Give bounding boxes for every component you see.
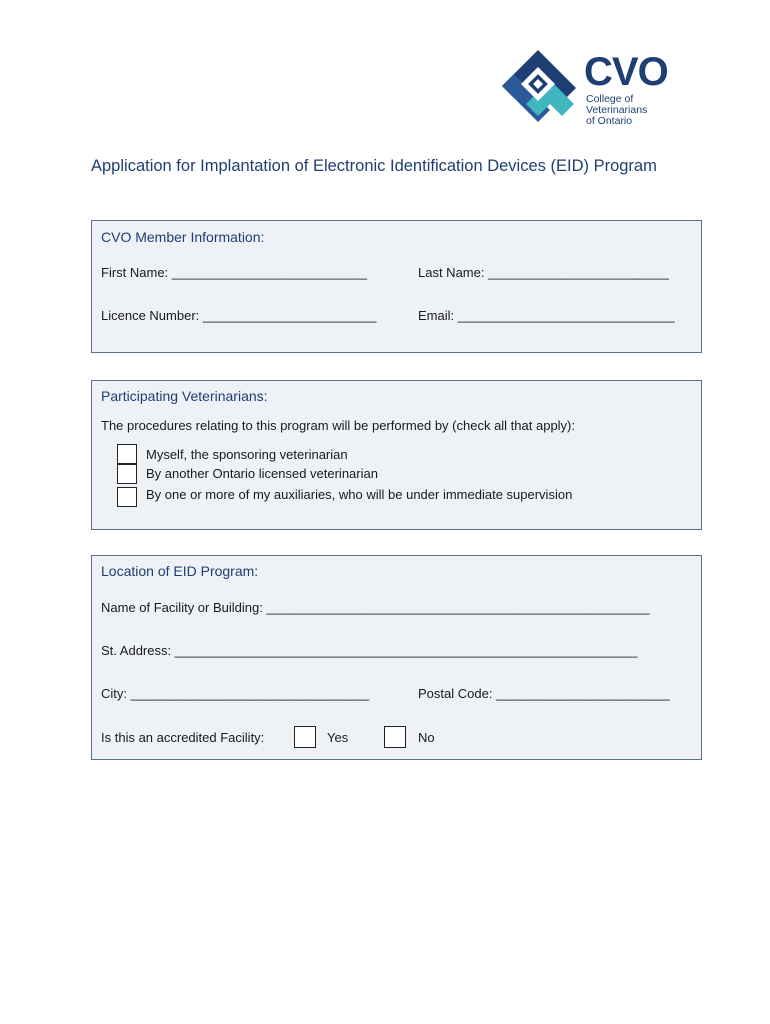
member-info-heading: CVO Member Information: [101,229,265,245]
option-auxiliaries-checkbox[interactable] [117,487,137,507]
member-info-section [91,220,702,353]
accredited-question: Is this an accredited Facility: [101,730,265,745]
accredited-no-label: No [418,730,435,745]
option-other-vet-checkbox[interactable] [117,464,137,484]
logo-line-2: Veterinarians [586,104,648,116]
participating-vets-heading: Participating Veterinarians: [101,388,268,404]
participating-vets-intro: The procedures relating to this program will be performed by (check all that apply): [101,418,575,433]
cvo-logo [500,50,680,130]
last-name-field[interactable]: Last Name: _________________________ [418,265,669,280]
email-field[interactable]: Email: ______________________________ [418,308,675,323]
accredited-yes-label: Yes [327,730,349,745]
document-title: Application for Implantation of Electronic Identification Devices (EID) Program [91,157,657,175]
licence-number-field[interactable]: Licence Number: ________________________ [101,308,377,323]
option-auxiliaries-label: By one or more of my auxiliaries, who will be under immediate supervision [146,487,573,502]
logo-abbreviation: CVO [584,50,668,94]
option-self-checkbox[interactable] [117,444,137,464]
participating-vets-section [91,380,702,530]
location-heading: Location of EID Program: [101,563,259,579]
logo-line-3: of Ontario [586,115,633,127]
logo-line-1: College of [586,93,634,105]
accredited-no-checkbox[interactable] [384,726,406,748]
city-field[interactable]: City: _________________________________ [101,686,370,701]
postal-code-field[interactable]: Postal Code: ________________________ [418,686,670,701]
accredited-yes-checkbox[interactable] [294,726,316,748]
facility-name-field[interactable]: Name of Facility or Building: _____________________________________________________ [101,600,650,615]
street-address-field[interactable]: St. Address: ________________________________________________________________ [101,643,638,658]
option-self-label: Myself, the sponsoring veterinarian [146,447,348,462]
logo-fullname [586,94,676,127]
first-name-field[interactable]: First Name: ___________________________ [101,265,367,280]
cvo-logo-mark-icon [500,50,580,130]
option-other-vet-label: By another Ontario licensed veterinarian [146,466,378,481]
location-section [91,555,702,760]
